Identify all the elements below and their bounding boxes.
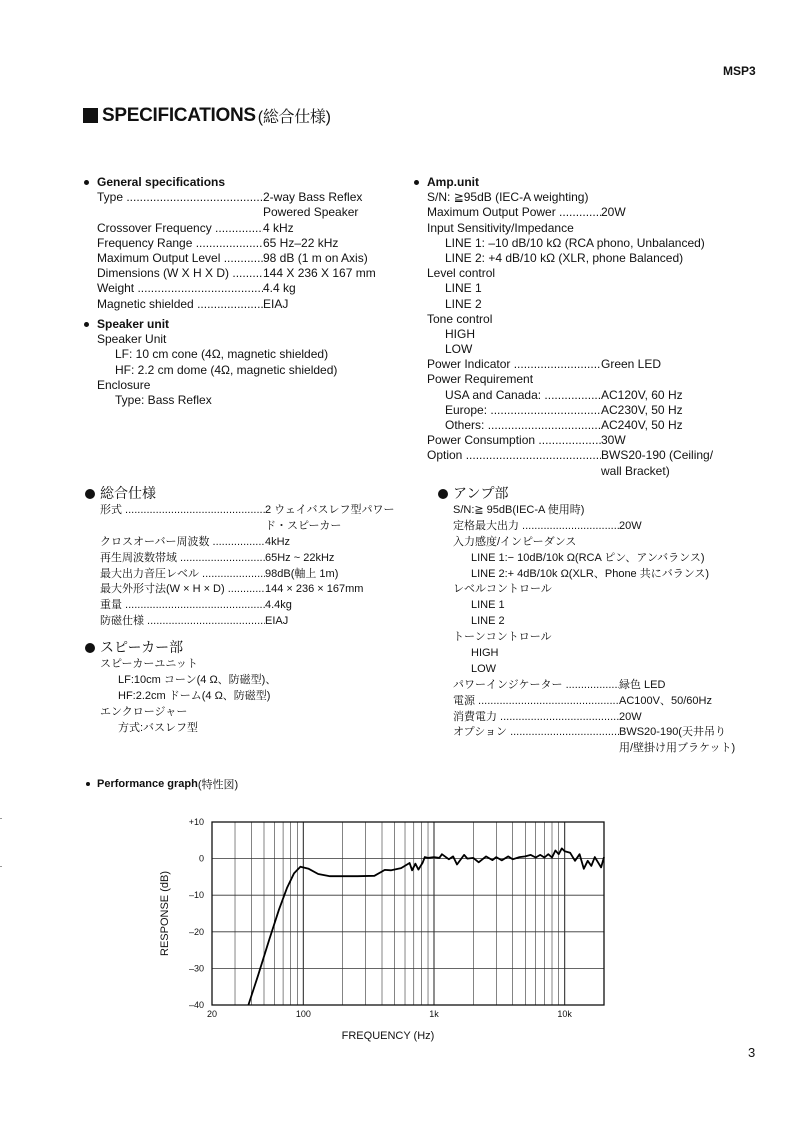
spec-label: Magnetic shielded ..... bbox=[97, 297, 263, 312]
spec-value: 20W bbox=[601, 205, 626, 220]
spec-row bbox=[427, 448, 713, 463]
spec-value: 65 Hz–22 kHz bbox=[263, 235, 339, 250]
title-text: SPECIFICATIONS bbox=[102, 104, 256, 126]
spec-row bbox=[427, 342, 713, 357]
amp-rows bbox=[427, 190, 713, 479]
x-tick-label: 10k bbox=[557, 1009, 572, 1019]
spec-value: 98 dB (1 m on Axis) bbox=[263, 250, 368, 265]
spec-row bbox=[453, 678, 735, 694]
spec-row bbox=[427, 251, 713, 266]
spec-value: 4.4kg bbox=[265, 599, 292, 612]
spec-line: LF: 10 cm cone (4Ω, magnetic shielded) bbox=[115, 347, 329, 362]
spec-line: Enclosure bbox=[97, 377, 151, 392]
spec-value: レベルコントロール bbox=[453, 583, 552, 596]
x-tick-label: 1k bbox=[429, 1009, 439, 1019]
speaker-heading-jp-text: スピーカー部 bbox=[100, 638, 184, 655]
y-tick-label: –40 bbox=[188, 1000, 204, 1010]
speaker-unit bbox=[97, 317, 337, 408]
spec-row bbox=[427, 372, 713, 387]
spec-row bbox=[427, 190, 713, 205]
general-rows bbox=[97, 190, 376, 312]
performance-graph bbox=[150, 810, 630, 1045]
spec-value: LINE 2 bbox=[471, 615, 505, 628]
general-specifications-jp bbox=[100, 484, 395, 630]
spec-value: LINE 2:+ 4dB/10k Ω(XLR、Phone 共にバランス) bbox=[471, 567, 710, 580]
scan-mark bbox=[0, 866, 2, 867]
general-heading-text: General specifications bbox=[97, 175, 226, 189]
x-tick-label: 20 bbox=[206, 1009, 218, 1019]
spec-value: LINE 1: –10 dB/10 kΩ (RCA phono, Unbalanced) bbox=[445, 235, 705, 250]
spec-label: Maximum Output Level ..... bbox=[97, 251, 263, 266]
amp-heading bbox=[427, 175, 713, 190]
spec-value: 用/壁掛け用ブラケット) bbox=[619, 742, 736, 755]
speaker-lines bbox=[97, 332, 337, 408]
spec-row bbox=[97, 281, 376, 296]
spec-row bbox=[453, 741, 735, 757]
spec-value: LOW bbox=[445, 342, 473, 357]
spec-value: 98dB(軸上 1m) bbox=[265, 567, 339, 580]
spec-value: 30W bbox=[601, 433, 626, 448]
spec-label: オプション ..... bbox=[453, 725, 619, 741]
y-tick-label: –30 bbox=[188, 963, 204, 974]
spec-value: LINE 1 bbox=[445, 281, 482, 296]
spec-value: 20W bbox=[619, 710, 642, 723]
spec-value: トーンコントロール bbox=[453, 631, 552, 644]
response-curve bbox=[248, 848, 604, 1005]
spec-label: 形式 ..... bbox=[100, 503, 265, 519]
spec-row bbox=[453, 503, 735, 519]
amp-jp-rows bbox=[453, 503, 735, 757]
spec-line: Type: Bass Reflex bbox=[115, 392, 212, 407]
title-text-jp: (総合仕様) bbox=[257, 109, 331, 126]
spec-value: EIAJ bbox=[263, 296, 289, 311]
bullet-icon bbox=[84, 322, 89, 327]
spec-label: 電源 ..... bbox=[453, 694, 619, 710]
speaker-heading-text: Speaker unit bbox=[97, 317, 170, 331]
spec-value: Green LED bbox=[601, 357, 662, 372]
spec-value: BWS20-190 (Ceiling/ bbox=[601, 448, 714, 463]
spec-row bbox=[427, 281, 713, 296]
spec-value: ド・スピーカー bbox=[265, 519, 342, 532]
spec-row bbox=[427, 236, 713, 251]
spec-value: AC240V, 50 Hz bbox=[601, 418, 683, 432]
spec-line: HF: 2.2 cm dome (4Ω, magnetic shielded) bbox=[115, 362, 338, 377]
y-tick-label: –20 bbox=[188, 926, 204, 937]
y-tick-label: 0 bbox=[198, 853, 204, 864]
spec-row bbox=[453, 551, 735, 567]
spec-value: Level control bbox=[427, 266, 496, 281]
spec-value: Powered Speaker bbox=[263, 205, 359, 220]
spec-row bbox=[97, 221, 376, 236]
general-heading-jp bbox=[100, 484, 395, 503]
performance-heading-text: Performance graph bbox=[97, 778, 198, 790]
spec-value: 144 × 236 × 167mm bbox=[265, 583, 364, 596]
spec-label: Dimensions (W X H X D) ..... bbox=[97, 266, 263, 281]
bullet-icon bbox=[84, 180, 89, 185]
spec-label: USA and Canada: ..... bbox=[445, 388, 601, 403]
spec-value: LINE 1 bbox=[471, 599, 505, 612]
spec-row bbox=[100, 598, 395, 614]
spec-label: Europe: ..... bbox=[445, 403, 601, 418]
spec-value: BWS20-190(天井吊り bbox=[619, 726, 726, 739]
spec-label: Weight ..... bbox=[97, 281, 263, 296]
speaker-jp-lines bbox=[100, 657, 276, 736]
amp-unit bbox=[427, 175, 713, 479]
spec-label: 消費電力 ..... bbox=[453, 710, 619, 726]
spec-value: 20W bbox=[619, 519, 642, 532]
spec-row bbox=[453, 662, 735, 678]
page-title bbox=[83, 104, 331, 127]
spec-label: クロスオーバー周波数 ..... bbox=[100, 535, 265, 551]
spec-value: 入力感度/インピーダンス bbox=[453, 535, 577, 548]
amp-heading-text: Amp.unit bbox=[427, 175, 479, 189]
spec-row bbox=[427, 388, 713, 403]
spec-label: Frequency Range ..... bbox=[97, 236, 263, 251]
spec-value: 4kHz bbox=[265, 535, 291, 548]
spec-row bbox=[100, 567, 395, 583]
spec-row bbox=[427, 221, 713, 236]
spec-row bbox=[100, 519, 395, 535]
speaker-heading bbox=[97, 317, 337, 332]
spec-row bbox=[453, 630, 735, 646]
page-number: 3 bbox=[748, 1045, 756, 1060]
spec-value: LINE 2: +4 dB/10 kΩ (XLR, phone Balanced) bbox=[445, 250, 684, 265]
speaker-heading-jp bbox=[100, 638, 276, 657]
spec-value: LINE 2 bbox=[445, 296, 482, 311]
spec-label: Power Indicator ..... bbox=[427, 357, 601, 372]
spec-line: LF:10cm コーン(4 Ω、防磁型)、 bbox=[118, 673, 277, 686]
spec-row bbox=[453, 598, 735, 614]
spec-row bbox=[427, 464, 713, 479]
spec-row bbox=[97, 205, 376, 220]
spec-label: Maximum Output Power ..... bbox=[427, 205, 601, 220]
spec-value: AC100V、50/60Hz bbox=[619, 694, 712, 707]
spec-line: スピーカーユニット bbox=[100, 658, 198, 670]
general-jp-rows bbox=[100, 503, 395, 630]
bullet-icon bbox=[438, 489, 448, 499]
spec-value: HIGH bbox=[445, 326, 475, 341]
spec-row bbox=[97, 251, 376, 266]
amp-unit-jp bbox=[453, 484, 735, 757]
y-tick-label: –10 bbox=[188, 890, 204, 901]
spec-row bbox=[453, 646, 735, 662]
bullet-icon bbox=[86, 782, 90, 786]
x-tick-label: 100 bbox=[295, 1009, 311, 1019]
spec-label: Type ..... bbox=[97, 190, 263, 205]
chart-grid bbox=[212, 822, 604, 1005]
spec-row bbox=[427, 403, 713, 418]
spec-label: Others: ..... bbox=[445, 418, 601, 433]
performance-heading-jp: (特性図) bbox=[197, 779, 239, 791]
title-square-icon bbox=[83, 108, 98, 123]
spec-row bbox=[427, 418, 713, 433]
spec-row bbox=[100, 582, 395, 598]
spec-row bbox=[453, 519, 735, 535]
spec-row bbox=[97, 266, 376, 281]
spec-label: 防磁仕様 ..... bbox=[100, 614, 265, 630]
spec-value: wall Bracket) bbox=[601, 463, 670, 478]
spec-value: 4 kHz bbox=[263, 220, 294, 235]
spec-label: 定格最大出力 ..... bbox=[453, 519, 619, 535]
spec-row bbox=[453, 535, 735, 551]
spec-row bbox=[427, 297, 713, 312]
spec-row bbox=[453, 710, 735, 726]
spec-row bbox=[100, 614, 395, 630]
spec-label: 最大出力音圧レベル ..... bbox=[100, 567, 265, 583]
general-specifications bbox=[97, 175, 376, 312]
performance-heading bbox=[86, 776, 238, 792]
spec-label: パワーインジケーター ..... bbox=[453, 678, 619, 694]
spec-label: Power Consumption ..... bbox=[427, 433, 601, 448]
spec-row bbox=[427, 433, 713, 448]
spec-value: 4.4 kg bbox=[263, 281, 296, 296]
spec-line: 方式:バスレフ型 bbox=[118, 721, 199, 734]
spec-value: HIGH bbox=[471, 647, 499, 660]
spec-row bbox=[97, 297, 376, 312]
spec-value: S/N: ≧95dB (IEC-A weighting) bbox=[427, 190, 589, 205]
spec-row bbox=[453, 614, 735, 630]
spec-value: EIAJ bbox=[265, 615, 289, 628]
bullet-icon bbox=[414, 180, 419, 185]
spec-row bbox=[100, 551, 395, 567]
spec-value: 2 ウェイバスレフ型パワー bbox=[265, 504, 395, 516]
spec-row bbox=[427, 312, 713, 327]
spec-row bbox=[453, 694, 735, 710]
plot-frame bbox=[212, 822, 604, 1005]
spec-line: Speaker Unit bbox=[97, 332, 167, 347]
spec-row bbox=[427, 327, 713, 342]
spec-value: 65Hz ~ 22kHz bbox=[265, 551, 335, 564]
spec-row bbox=[100, 535, 395, 551]
spec-value: 144 X 236 X 167 mm bbox=[263, 266, 376, 281]
chart-series bbox=[248, 848, 604, 1005]
spec-value: S/N:≧ 95dB(IEC-A 使用時) bbox=[453, 504, 585, 516]
spec-row bbox=[427, 266, 713, 281]
speaker-unit-jp bbox=[100, 638, 276, 736]
spec-value: 緑色 LED bbox=[619, 678, 666, 691]
amp-heading-jp-text: アンプ部 bbox=[453, 484, 509, 501]
spec-value: AC230V, 50 Hz bbox=[601, 402, 683, 417]
model-label: MSP3 bbox=[723, 64, 756, 78]
bullet-icon bbox=[85, 643, 95, 653]
spec-value: AC120V, 60 Hz bbox=[601, 387, 683, 402]
x-axis-label: FREQUENCY (Hz) bbox=[341, 1030, 435, 1042]
spec-line: エンクロージャー bbox=[100, 705, 188, 718]
spec-row bbox=[97, 190, 376, 205]
spec-row bbox=[427, 205, 713, 220]
spec-row bbox=[453, 567, 735, 583]
spec-row bbox=[97, 236, 376, 251]
general-heading bbox=[97, 175, 376, 190]
spec-value: LOW bbox=[471, 662, 497, 675]
scan-mark bbox=[0, 818, 2, 819]
bullet-icon bbox=[85, 489, 95, 499]
y-tick-label: +10 bbox=[188, 817, 204, 827]
spec-label: Crossover Frequency ..... bbox=[97, 221, 263, 236]
spec-label: 最大外形寸法(W × H × D) ..... bbox=[100, 582, 265, 598]
spec-line: HF:2.2cm ドーム(4 Ω、防磁型) bbox=[118, 689, 271, 702]
y-axis-label: RESPONSE (dB) bbox=[159, 871, 171, 956]
spec-row bbox=[453, 582, 735, 598]
spec-label: 再生周波数帯域 ..... bbox=[100, 551, 265, 567]
spec-value: Power Requirement bbox=[427, 372, 534, 387]
spec-value: LINE 1:− 10dB/10k Ω(RCA ピン、アンバランス) bbox=[471, 551, 705, 564]
spec-row bbox=[453, 725, 735, 741]
spec-row bbox=[427, 357, 713, 372]
general-heading-jp-text: 総合仕様 bbox=[100, 484, 156, 501]
spec-value: 2-way Bass Reflex bbox=[263, 190, 363, 205]
spec-row bbox=[100, 503, 395, 519]
spec-label: Option ..... bbox=[427, 448, 601, 463]
spec-label: 重量 ..... bbox=[100, 598, 265, 614]
spec-value: Tone control bbox=[427, 311, 493, 326]
amp-heading-jp bbox=[453, 484, 735, 503]
spec-value: Input Sensitivity/Impedance bbox=[427, 220, 574, 235]
